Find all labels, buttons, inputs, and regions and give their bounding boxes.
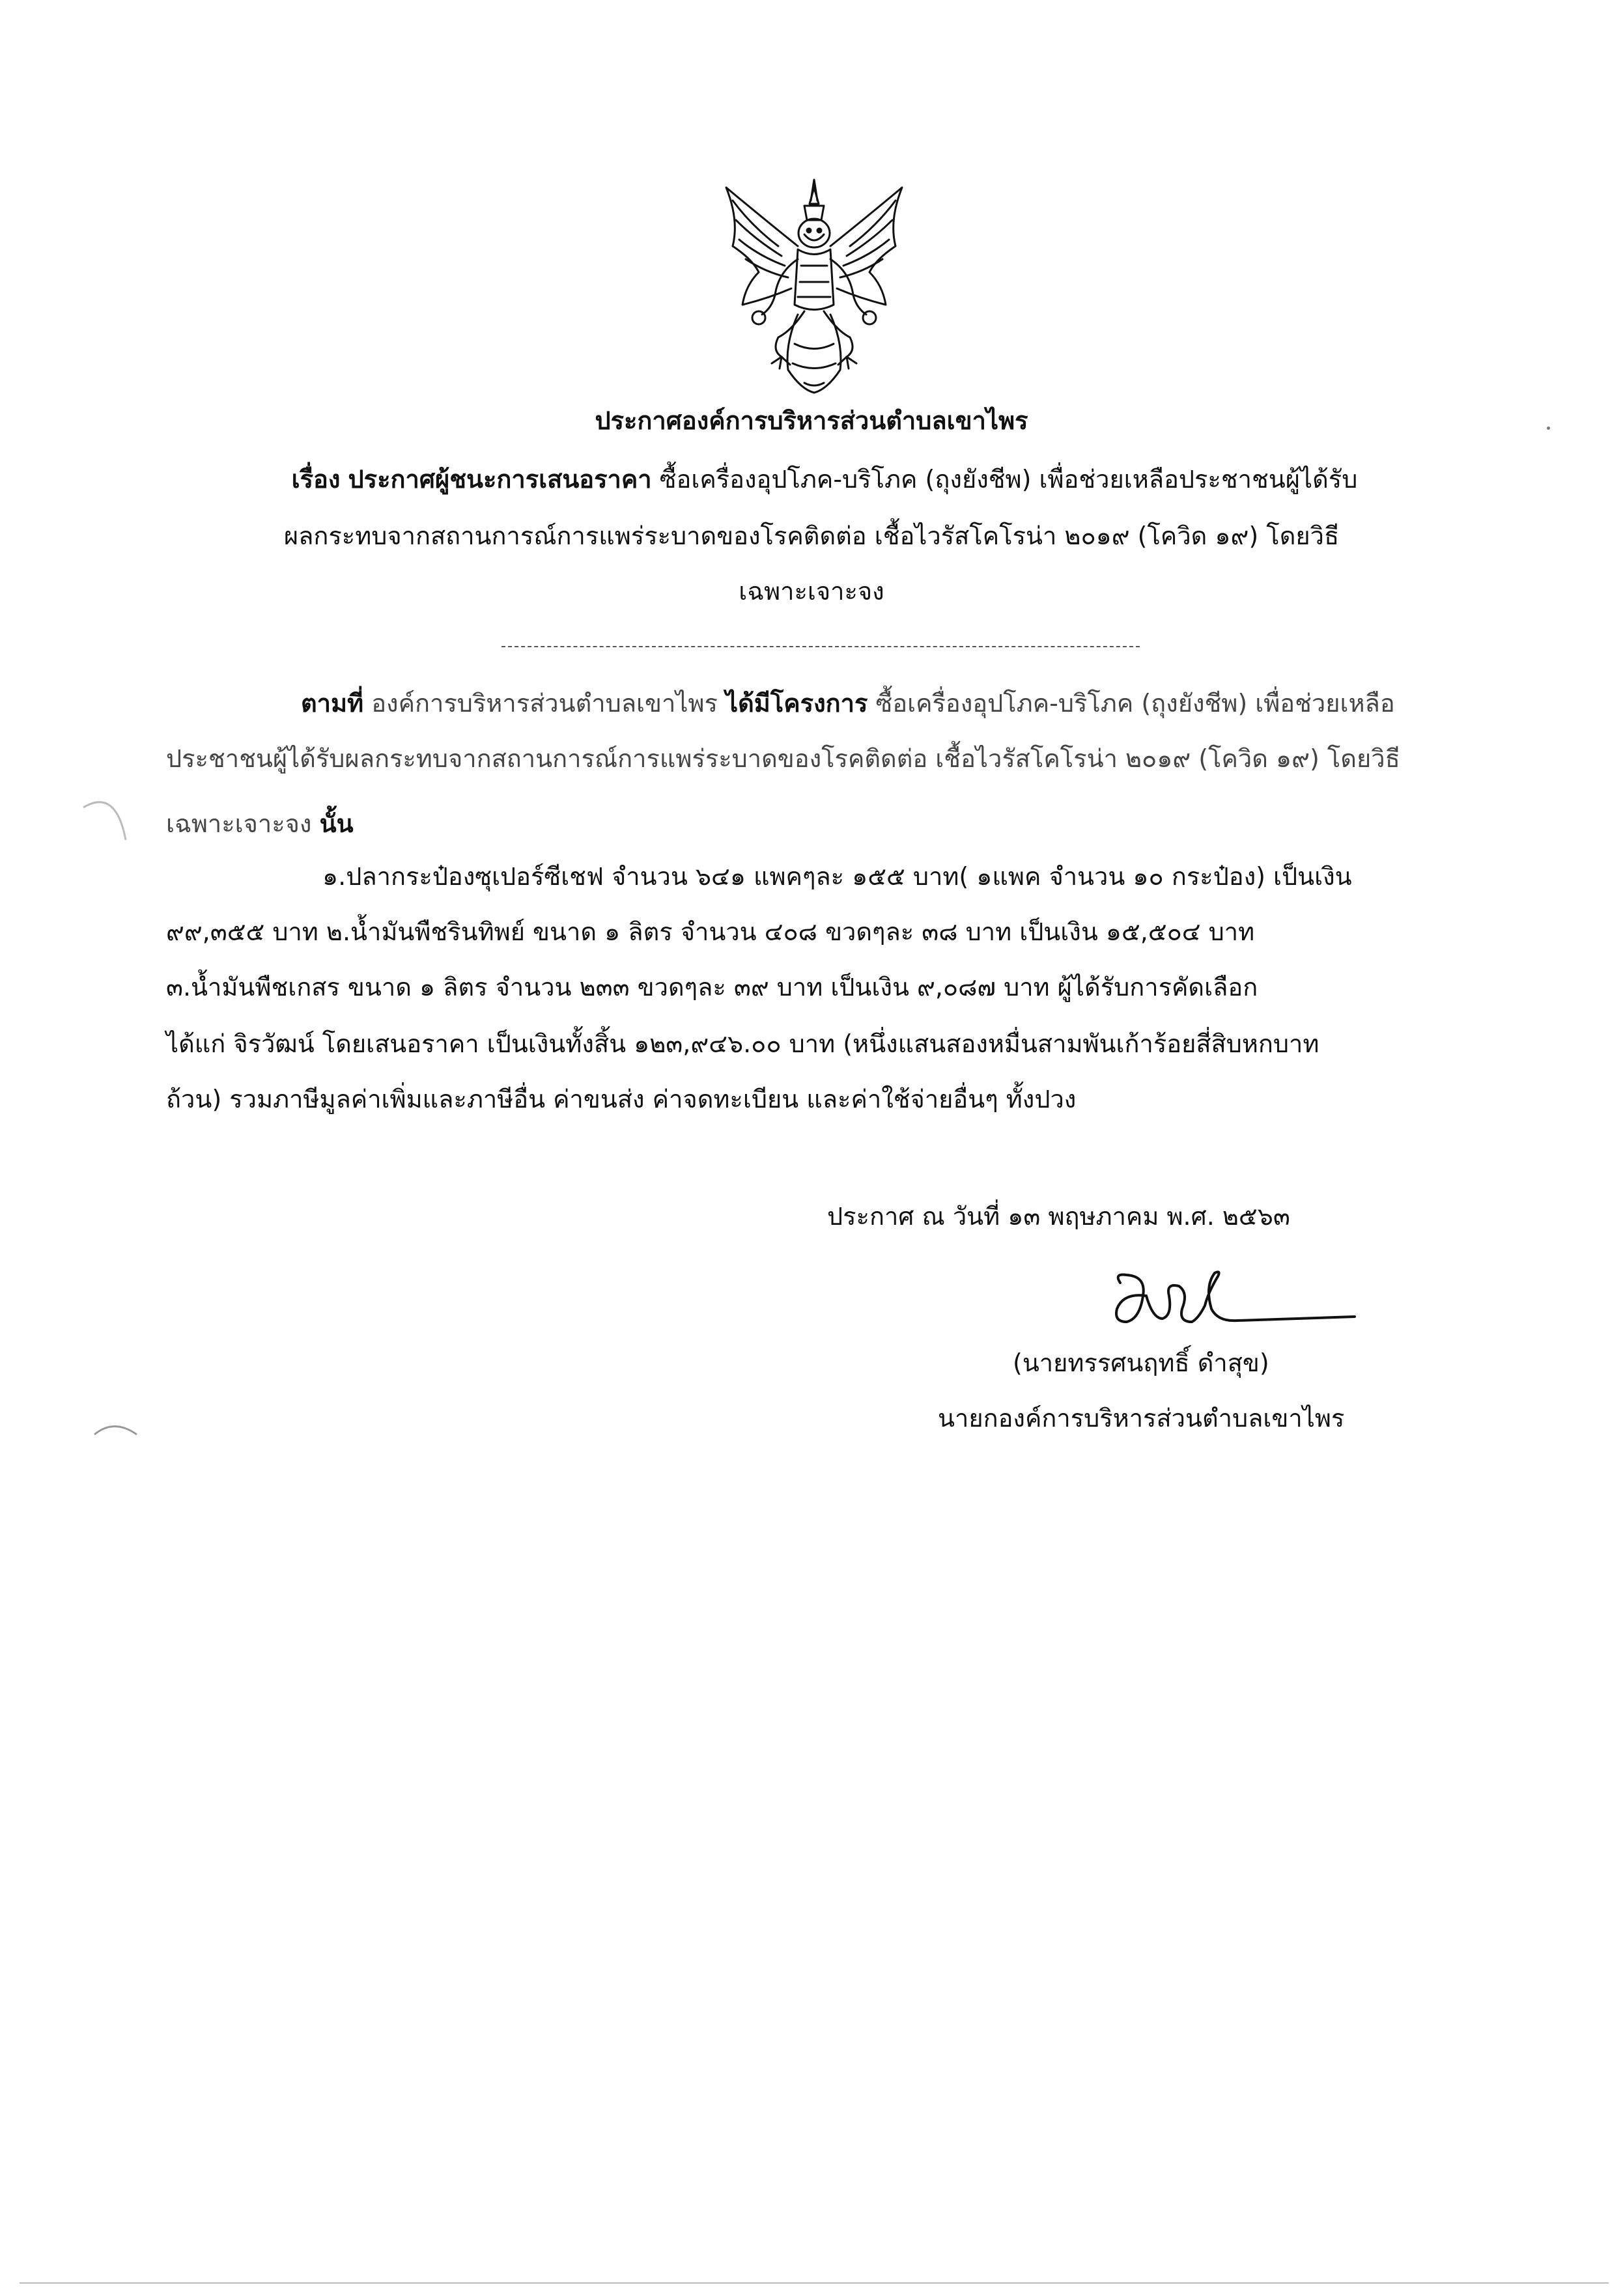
separator-rule <box>501 646 1140 647</box>
subject-line-3: เฉพาะเจาะจง <box>739 577 884 606</box>
intro-line-1-text: ซื้อเครื่องอุปโภค-บริโภค (ถุงยังชีพ) เพื่อช่วยเหลือ <box>875 689 1395 718</box>
announce-date: ประกาศ ณ วันที่ ๑๓ พฤษภาคม พ.ศ. ๒๕๖๓ <box>827 1202 1290 1231</box>
item-line-3: ๓.น้ำมันพืชเกสร ขนาด ๑ ลิตร จำนวน ๒๓๓ ขวดๆละ ๓๙ บาท เป็นเงิน ๙,๐๘๗ บาท ผู้ได้รับการคัดเลือก <box>166 973 1258 1001</box>
intro-line-1 <box>301 685 1395 721</box>
handwritten-signature-icon <box>1107 1257 1368 1348</box>
item-line-1: ๑.ปลากระป๋องซุเปอร์ซีเชฟ จำนวน ๖๔๑ แพคๆละ ๑๕๕ บาท( ๑แพค จำนวน ๑๐ กระป๋อง) เป็นเงิน <box>322 862 1352 891</box>
item-line-5: ถ้วน) รวมภาษีมูลค่าเพิ่มและภาษีอื่น ค่าขนส่ง ค่าจดทะเบียน และค่าใช้จ่ายอื่นๆ ทั้งปวง <box>166 1085 1077 1113</box>
intro-organization: องค์การบริหารส่วนตำบลเขาไพร <box>371 689 718 718</box>
signer-title: นายกองค์การบริหารส่วนตำบลเขาไพร <box>938 1404 1345 1433</box>
intro-project-label: ได้มีโครงการ <box>726 689 868 718</box>
intro-line-3 <box>166 805 354 842</box>
garuda-emblem-icon <box>707 175 922 402</box>
punch-hole-mark <box>91 1418 182 1470</box>
subject-heading: ประกาศผู้ชนะการเสนอราคา <box>348 465 652 494</box>
intro-line-2: ประชาชนผู้ได้รับผลกระทบจากสถานการณ์การแพร่ระบาดของโรคติดต่อ เชื้อไวรัสโคโรน่า ๒๐๑๙ (โควิด ๑๙) โดยวิธี <box>166 744 1400 773</box>
punch-hole-mark <box>77 794 168 847</box>
subject-line-1-text: ซื้อเครื่องอุปโภค-บริโภค (ถุงยังชีพ) เพื่อช่วยเหลือประชาชนผู้ได้รับ <box>659 465 1358 494</box>
item-line-4: ได้แก่ จิรวัฒน์ โดยเสนอราคา เป็นเงินทั้งสิ้น ๑๒๓,๙๔๖.๐๐ บาท (หนึ่งแสนสองหมื่นสามพันเก้าร้อยสี่สิบหกบาท <box>166 1029 1320 1058</box>
item-line-2: ๙๙,๓๕๕ บาท ๒.น้ำมันพืชรินทิพย์ ขนาด ๑ ลิตร จำนวน ๔๐๘ ขวดๆละ ๓๘ บาท เป็นเงิน ๑๕,๕๐๔ บาท <box>166 917 1255 946</box>
signer-name: (นายทรรศนฤทธิ์ ดำสุข) <box>1013 1349 1269 1377</box>
subject-line-1 <box>0 461 1623 497</box>
scan-edge-line <box>20 2282 1609 2284</box>
subject-line-2: ผลกระทบจากสถานการณ์การแพร่ระบาดของโรคติดต่อ เชื้อไวรัสโคโรน่า ๒๐๑๙ (โควิด ๑๙) โดยวิธี <box>283 522 1340 550</box>
intro-lead: ตามที่ <box>301 689 364 718</box>
document-title: ประกาศองค์การบริหารส่วนตำบลเขาไพร <box>595 406 1028 435</box>
intro-end: นั้น <box>319 809 354 838</box>
scan-speck <box>1547 427 1550 430</box>
intro-method: เฉพาะเจาะจง <box>166 809 312 838</box>
subject-label: เรื่อง <box>291 465 341 494</box>
